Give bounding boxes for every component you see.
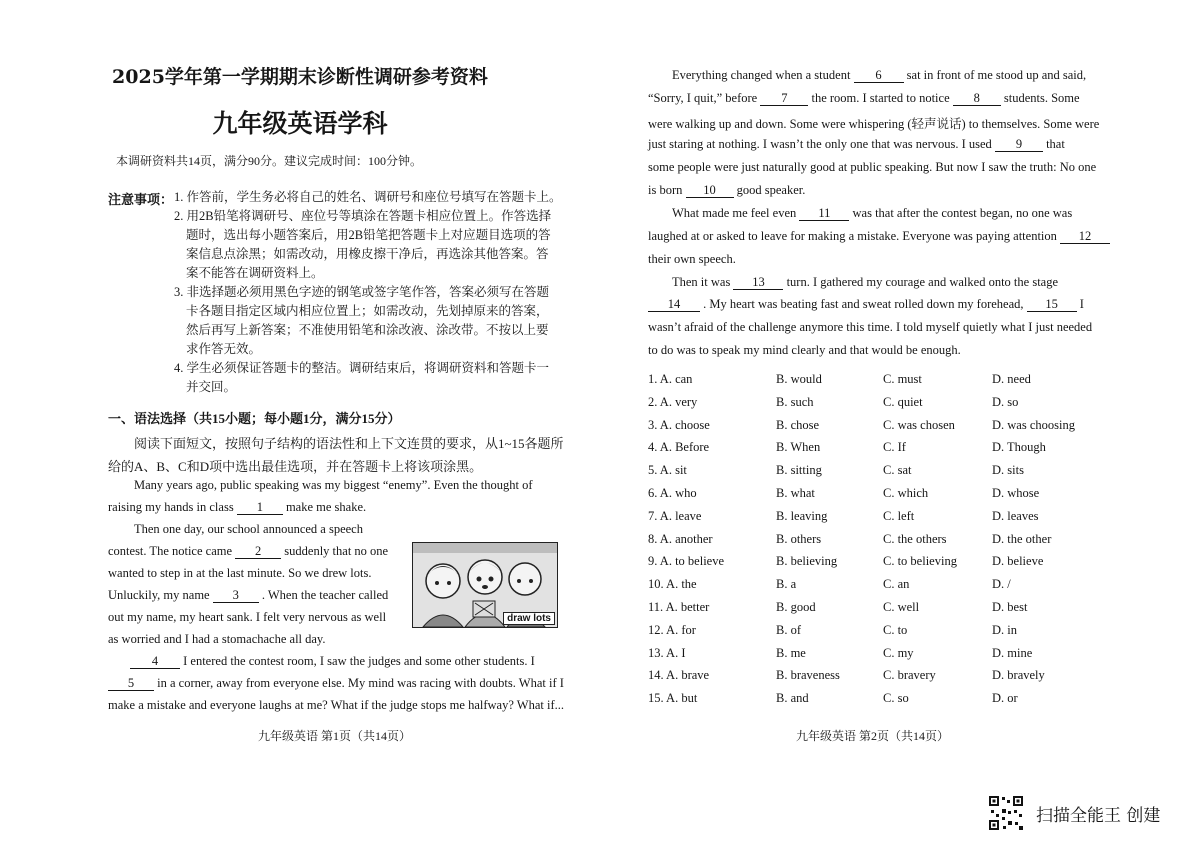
passage-text: contest. The notice came — [108, 544, 233, 558]
note-line: 4. 学生必须保证答题卡的整洁。调研结束后，将调研资料和答题卡一 — [174, 361, 550, 375]
option-2-d: D. so — [992, 394, 1019, 409]
exam-page-right — [600, 0, 1200, 847]
option-5-d: D. sits — [992, 463, 1024, 478]
option-9-a: 9. A. to believe — [648, 554, 725, 569]
passage-text: turn. I gathered my courage and walked onto the stage — [786, 275, 1059, 289]
option-8-c: C. the others — [883, 531, 947, 546]
drawing-lots-illustration — [412, 542, 558, 628]
option-6-a: 6. A. who — [648, 486, 697, 500]
option-4-b: B. When — [776, 440, 821, 455]
blank-8: 8 — [953, 92, 1001, 106]
option-15-c: C. so — [883, 691, 909, 706]
passage-text: the room. I started to notice — [811, 91, 950, 105]
passage-text: Everything changed when a student — [672, 68, 851, 82]
passage-line: wanted to step in at the last minute. So we drew lots. — [108, 566, 372, 580]
passage-text: is born — [648, 183, 683, 197]
option-4-a: 4. A. Before — [648, 440, 710, 455]
passage-text: I entered the contest room, I saw the judges and some other students. I — [183, 654, 535, 668]
option-1-a: 1. A. can — [648, 372, 693, 386]
option-5-c: C. sat — [883, 463, 912, 478]
blank-14: 14 — [648, 298, 700, 312]
passage-line: out my name, my heart sank. I felt very nervous as well — [108, 610, 387, 624]
passage-line — [130, 654, 535, 669]
passage-text: good speaker. — [736, 183, 806, 197]
option-1-c: C. must — [883, 372, 922, 386]
passage-line — [108, 676, 564, 691]
option-15-b: B. and — [776, 691, 809, 706]
passage-line — [108, 544, 388, 559]
passage-text: suddenly that no one — [284, 544, 389, 558]
page-footer: 九年级英语 第2页（共14页） — [796, 729, 950, 743]
option-5-b: B. sitting — [776, 463, 822, 478]
option-12-b: B. of — [776, 622, 801, 637]
note-line: 求作答无效。 — [186, 342, 262, 356]
option-13-d: D. mine — [992, 645, 1033, 660]
subject-title: 九年级英语学科 — [212, 109, 388, 138]
passage-line: their own speech. — [648, 252, 736, 266]
note-line: 题时，选出每小题答案后，用2B铅笔把答题卡上对应题目选项的答 — [186, 228, 551, 242]
passage-line — [108, 588, 388, 603]
passage-line: make a mistake and everyone laughs at me? What if the judge stops me halfway? What if... — [108, 698, 564, 712]
option-15-a: 15. A. but — [648, 691, 698, 706]
section-title: 一、语法选择（共15小题；每小题1分，满分15分） — [108, 411, 401, 426]
option-9-c: C. to believing — [883, 554, 957, 569]
option-8-d: D. the other — [992, 531, 1052, 546]
exam-title: 2025学年第一学期期末诊断性调研参考资料 — [112, 66, 488, 88]
note-line: 然后再写上新答案；不准使用铅笔和涂改液、涂改带。不按以上要 — [186, 323, 549, 337]
qr-code-icon — [988, 795, 1024, 831]
blank-15: 15 — [1027, 298, 1077, 312]
option-13-a: 13. A. I — [648, 645, 686, 660]
directions-line: 给的A、B、C和D项中选出最佳选项，并在答题卡上将该项涂黑。 — [108, 459, 483, 474]
option-7-b: B. leaving — [776, 508, 828, 523]
passage-text: I — [1079, 297, 1084, 311]
directions-line: 阅读下面短文，按照句子结构的语法性和上下文连贯的要求，从1~15各题所 — [134, 436, 564, 451]
passage-line: some people were just naturally good at public speaking. But now I saw the truth: No one — [648, 160, 1097, 174]
option-9-d: D. believe — [992, 554, 1044, 569]
option-11-a: 11. A. better — [648, 600, 710, 614]
option-14-b: B. braveness — [776, 668, 840, 683]
passage-text: that — [1046, 137, 1065, 151]
option-8-a: 8. A. another — [648, 531, 713, 546]
passage-line: Many years ago, public speaking was my biggest “enemy”. Even the thought of — [134, 478, 533, 492]
option-7-a: 7. A. leave — [648, 508, 702, 523]
option-15-d: D. or — [992, 691, 1018, 706]
option-6-d: D. whose — [992, 486, 1040, 500]
passage-text: laughed at or asked to leave for making a mistake. Everyone was paying attention — [648, 229, 1057, 243]
blank-6: 6 — [854, 69, 904, 83]
option-3-b: B. chose — [776, 417, 820, 432]
option-7-c: C. left — [883, 508, 915, 523]
passage-text: raising my hands in class — [108, 500, 234, 514]
passage-line — [672, 68, 1086, 83]
option-12-a: 12. A. for — [648, 622, 696, 637]
option-6-b: B. what — [776, 486, 815, 500]
option-2-b: B. such — [776, 394, 814, 409]
blank-11: 11 — [799, 207, 849, 221]
option-10-c: C. an — [883, 577, 910, 592]
passage-text: sat in front of me stood up and said, — [906, 68, 1087, 82]
option-12-c: C. to — [883, 622, 908, 637]
option-1-d: D. need — [992, 372, 1031, 386]
page-footer: 九年级英语 第1页（共14页） — [258, 729, 412, 743]
passage-line — [648, 91, 1080, 106]
option-10-b: B. a — [776, 577, 797, 592]
option-11-c: C. well — [883, 600, 920, 614]
blank-13: 13 — [733, 276, 783, 290]
blank-12: 12 — [1060, 230, 1110, 244]
option-14-d: D. bravely — [992, 668, 1045, 683]
option-9-b: B. believing — [776, 554, 838, 569]
picture-caption: draw lots — [503, 612, 555, 625]
scanner-watermark: 扫描全能王 创建 — [1036, 806, 1161, 826]
passage-line: wasn’t afraid of the challenge anymore this time. I told myself quietly what I just needed — [648, 320, 1093, 334]
note-line: 3. 非选择题必须用黑色字迹的钢笔或签字笔作答，答案必须写在答题 — [174, 285, 550, 299]
passage-line: to do was to speak my mind clearly and that would be enough. — [648, 343, 961, 357]
passage-line: were walking up and down. Some were whispering (轻声说话) to themselves. Some were — [648, 117, 1100, 131]
note-line: 卡各题目指定区域内相应位置上；如需改动，先划掉原来的答案， — [186, 304, 549, 318]
option-3-d: D. was choosing — [992, 417, 1075, 432]
passage-line: as worried and I had a stomachache all day. — [108, 632, 326, 646]
notes-label: 注意事项： — [108, 192, 174, 207]
option-2-c: C. quiet — [883, 394, 923, 409]
option-14-a: 14. A. brave — [648, 668, 710, 683]
passage-line: Then one day, our school announced a speech — [134, 522, 363, 536]
passage-line — [648, 229, 1110, 244]
passage-line — [648, 137, 1065, 152]
option-4-c: C. If — [883, 440, 906, 455]
passage-text: Unluckily, my name — [108, 588, 210, 602]
option-13-b: B. me — [776, 645, 806, 660]
exam-info: 本调研资料共14页，满分90分。建议完成时间：100分钟。 — [116, 154, 423, 168]
passage-line — [672, 275, 1058, 290]
blank-9: 9 — [995, 138, 1043, 152]
passage-line — [672, 206, 1072, 221]
option-10-d: D. / — [992, 577, 1011, 592]
blank-7: 7 — [760, 92, 808, 106]
note-line: 案信息点涂黑；如需改动，用橡皮擦干净后，再选涂其他答案。答 — [186, 247, 549, 261]
option-4-d: D. Though — [992, 440, 1046, 455]
option-1-b: B. would — [776, 372, 822, 386]
option-11-b: B. good — [776, 600, 816, 614]
note-line: 案不能答在调研资料上。 — [186, 266, 324, 280]
note-line: 1. 作答前，学生务必将自己的姓名、调研号和座位号填写在答题卡上。 — [174, 190, 562, 204]
option-8-b: B. others — [776, 531, 822, 546]
note-line: 并交回。 — [186, 380, 237, 394]
passage-text: was that after the contest began, no one was — [852, 206, 1073, 220]
blank-10: 10 — [686, 184, 734, 198]
passage-text: . When the teacher called — [261, 588, 389, 602]
blank-3: 3 — [213, 589, 259, 603]
passage-text: Then it was — [672, 275, 731, 289]
option-10-a: 10. A. the — [648, 577, 697, 592]
blank-4: 4 — [130, 655, 180, 669]
blank-2: 2 — [235, 545, 281, 559]
option-3-c: C. was chosen — [883, 417, 955, 432]
blank-1: 1 — [237, 501, 283, 515]
option-2-a: 2. A. very — [648, 394, 698, 409]
passage-line — [648, 183, 805, 198]
passage-text: in a corner, away from everyone else. My mind was racing with doubts. What if I — [157, 676, 564, 690]
option-5-a: 5. A. sit — [648, 463, 687, 478]
note-line: 2. 用2B铅笔将调研号、座位号等填涂在答题卡相应位置上。作答选择 — [174, 209, 552, 223]
passage-line — [108, 500, 366, 515]
passage-text: . My heart was beating fast and sweat rolled down my forehead, — [703, 297, 1024, 311]
passage-text: “Sorry, I quit,” before — [648, 91, 758, 105]
passage-text: students. Some — [1003, 91, 1080, 105]
passage-text: just staring at nothing. I wasn’t the only one that was nervous. I used — [648, 137, 992, 151]
blank-5: 5 — [108, 677, 154, 691]
option-3-a: 3. A. choose — [648, 417, 710, 432]
option-6-c: C. which — [883, 486, 929, 500]
option-7-d: D. leaves — [992, 508, 1039, 523]
option-11-d: D. best — [992, 600, 1028, 614]
option-12-d: D. in — [992, 622, 1017, 637]
option-14-c: C. bravery — [883, 668, 936, 683]
option-13-c: C. my — [883, 645, 914, 660]
passage-line — [648, 297, 1084, 312]
passage-text: What made me feel even — [672, 206, 797, 220]
passage-text: make me shake. — [285, 500, 367, 514]
